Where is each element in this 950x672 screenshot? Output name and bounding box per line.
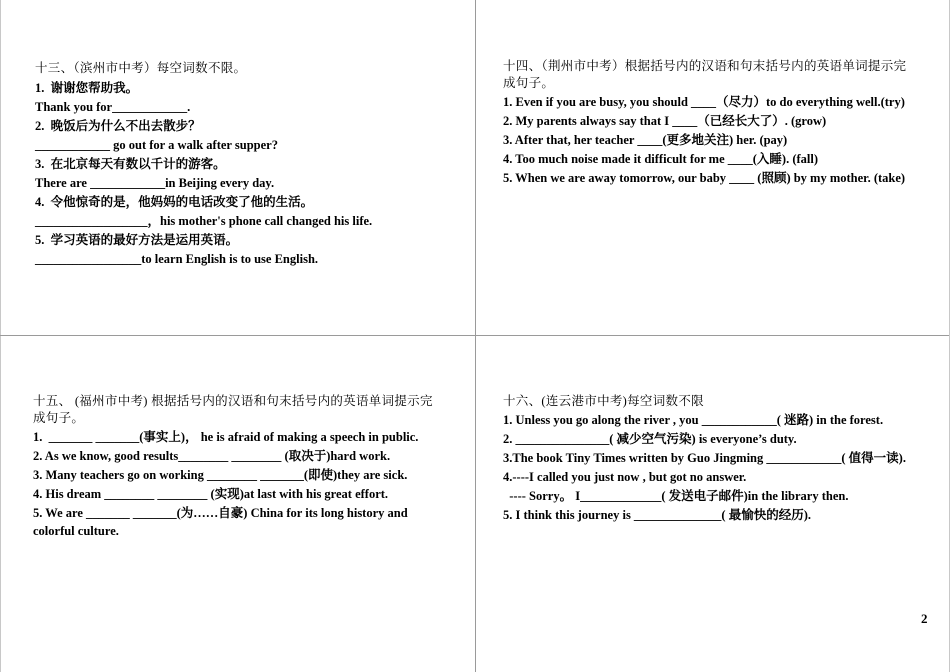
section-14-line: 3. After that, her teacher ____(更多地关注) her. (pay) bbox=[503, 133, 788, 147]
section-13-line: 4. 令他惊奇的是，他妈妈的电话改变了他的生活。 bbox=[35, 195, 314, 209]
page-number: 2 bbox=[921, 611, 928, 626]
section-13-line: 5. 学习英语的最好方法是运用英语。 bbox=[35, 233, 239, 247]
section-13-line: 1. 谢谢您帮助我。 bbox=[35, 81, 139, 95]
section-15-panel bbox=[33, 393, 443, 542]
section-13-line: _________________to learn English is to use English. bbox=[35, 252, 319, 266]
vertical-divider bbox=[475, 0, 476, 672]
section-14-heading: 十四、（荆州市中考）根据括号内的汉语和句末括号内的英语单词提示完成句子。 bbox=[503, 59, 907, 90]
section-15-line: 2. As we know, good results________ ________ (取决于)hard work. bbox=[33, 449, 391, 463]
section-15-line: 1. _______ _______(事实上)， he is afraid of making a speech in public. bbox=[33, 430, 419, 444]
section-16-line: 5. I think this journey is ______________( 最愉快的经历). bbox=[503, 508, 812, 522]
section-16-panel bbox=[503, 393, 913, 526]
section-13-line: There are ____________in Beijing every day. bbox=[35, 176, 275, 190]
section-13-line: __________________，his mother's phone call changed his life. bbox=[35, 214, 373, 228]
section-15-heading: 十五、 (福州市中考) 根据括号内的汉语和句末括号内的英语单词提示完成句子。 bbox=[33, 394, 433, 425]
section-14-line: 2. My parents always say that I ____（已经长大了）. (grow) bbox=[503, 114, 827, 128]
section-13-panel bbox=[35, 60, 445, 269]
section-13-line: Thank you for____________. bbox=[35, 100, 191, 114]
section-14-line: 5. When we are away tomorrow, our baby ____ (照顾) by my mother. (take) bbox=[503, 171, 906, 185]
section-16-line: ---- Sorry。 I_____________( 发送电子邮件)in the library then. bbox=[503, 489, 849, 503]
section-13-line: 2. 晚饭后为什么不出去散步？ bbox=[35, 119, 201, 133]
horizontal-divider bbox=[0, 335, 950, 336]
section-14-line: 4. Too much noise made it difficult for me ____(入睡). (fall) bbox=[503, 152, 819, 166]
section-16-line: 4.----I called you just now , but got no answer. bbox=[503, 470, 747, 484]
section-13-heading: 十三、（滨州市中考）每空词数不限。 bbox=[35, 61, 247, 75]
section-15-line: 5. We are _______ _______(为……自豪) China for its long history and colorful culture. bbox=[33, 506, 411, 538]
page-edge-left bbox=[0, 0, 1, 672]
section-16-line: 1. Unless you go along the river , you ____________( 迷路) in the forest. bbox=[503, 413, 884, 427]
section-13-line: ____________ go out for a walk after supper? bbox=[35, 138, 278, 152]
section-16-line: 2. _______________( 减少空气污染) is everyone’s duty. bbox=[503, 432, 797, 446]
section-15-line: 4. His dream ________ ________ (实现)at last with his great effort. bbox=[33, 487, 389, 501]
section-13-line: 3. 在北京每天有数以千计的游客。 bbox=[35, 157, 226, 171]
section-15-line: 3. Many teachers go on working ________ _______(即使)they are sick. bbox=[33, 468, 408, 482]
section-16-line: 3.The book Tiny Times written by Guo Jingming ____________( 值得一读). bbox=[503, 451, 906, 465]
section-16-heading: 十六、(连云港市中考)每空词数不限 bbox=[503, 394, 704, 408]
section-14-line: 1. Even if you are busy, you should ____（尽力）to do everything well.(try) bbox=[503, 95, 905, 109]
section-14-panel bbox=[503, 58, 913, 189]
